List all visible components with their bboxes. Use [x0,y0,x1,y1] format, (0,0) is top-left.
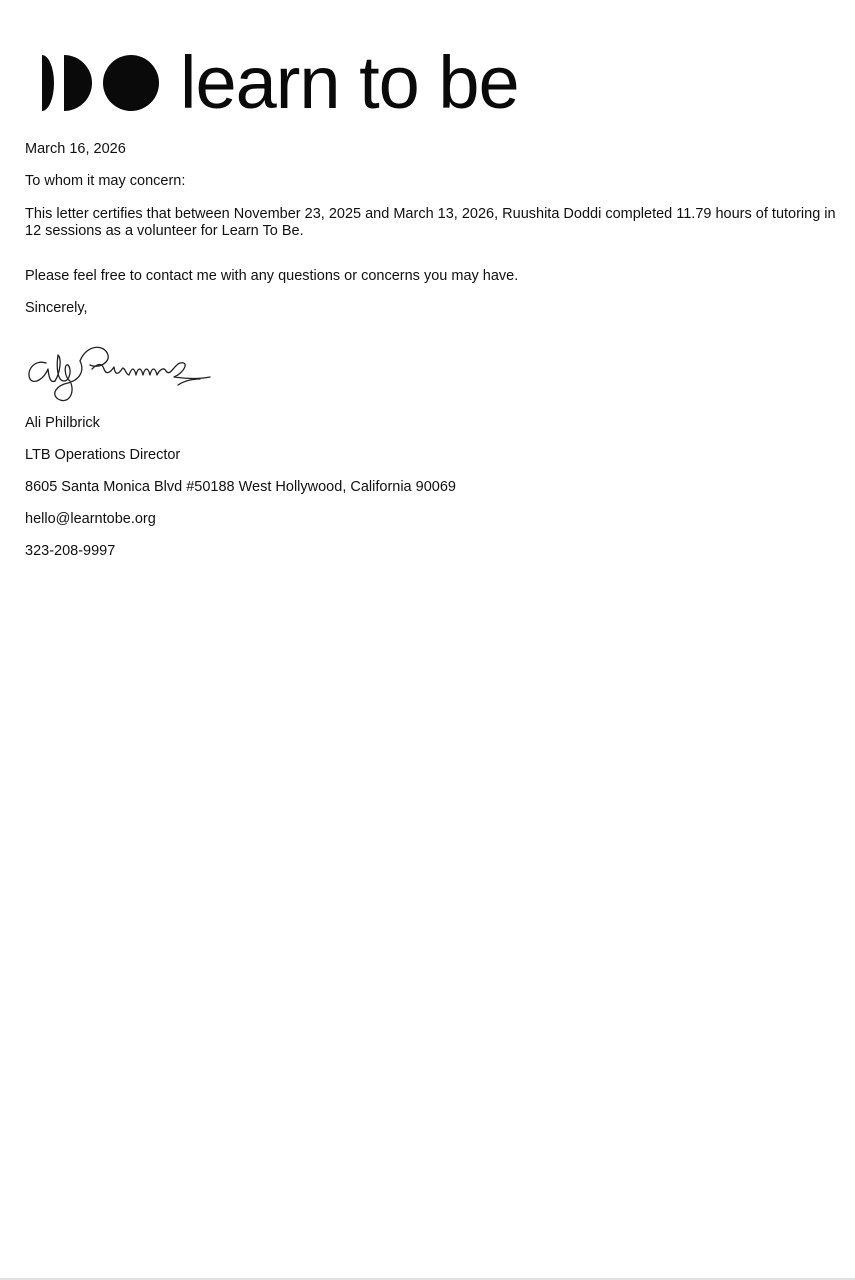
letter-body: This letter certifies that between November 23, 2025 and March 13, 2026, Ruushita Doddi completed 11.79 hours of tutoring in 12 sessions as a volunteer for Learn To Be. [25,206,836,239]
contact-email: hello@learntobe.org [25,511,156,527]
signer-title: LTB Operations Director [25,447,181,463]
logo-mark-icon [42,55,160,111]
letter-salutation: To whom it may concern: [25,173,186,189]
signer-name: Ali Philbrick [25,415,100,431]
learn-to-be-logo [42,41,519,124]
handwritten-signature [24,333,216,405]
letter-date: March 16, 2026 [25,141,126,157]
contact-phone: 323-208-9997 [25,543,116,559]
contact-note: Please feel free to contact me with any questions or concerns you may have. [25,268,519,284]
logo-wordmark: learn to be [180,41,519,124]
letter-closing: Sincerely, [25,300,88,316]
organization-address: 8605 Santa Monica Blvd #50188 West Hollywood, California 90069 [25,479,456,495]
